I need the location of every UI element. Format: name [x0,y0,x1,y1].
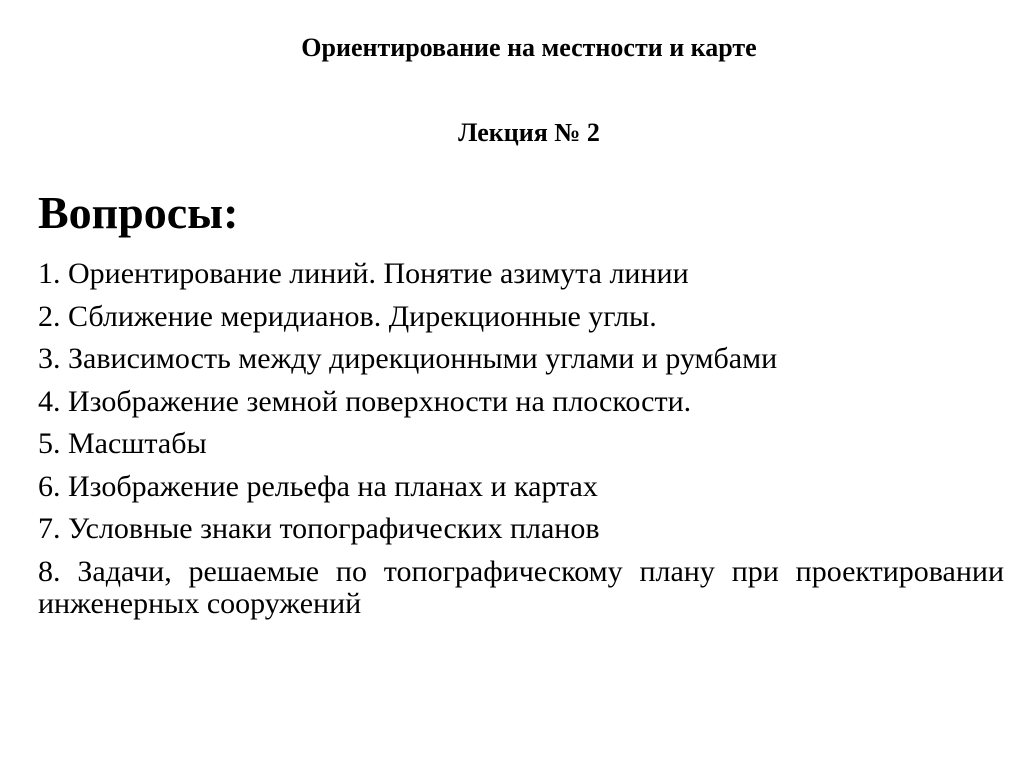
question-item: 3. Зависимость между дирекционными углами и румбами [38,342,778,375]
question-item: 6. Изображение рельефа на планах и картах [38,469,598,503]
question-item: 8. Задачи, решаемые по топографическому плану при проектировании инженерных сооружений [38,554,1004,620]
questions-list [38,253,1004,620]
slide-title: Ориентирование на местности и карте [301,33,757,62]
question-item: 2. Сближение меридианов. Дирекционные углы. [38,299,657,333]
question-item: 7. Условные знаки топографических планов [38,512,600,545]
question-item: 1. Ориентирование линий. Понятие азимута линии [38,257,689,290]
lecture-number: Лекция № 2 [458,118,600,147]
question-item: 4. Изображение земной поверхности на плоскости. [38,384,692,418]
questions-heading: Вопросы: [38,187,239,238]
question-item: 5. Масштабы [38,427,207,460]
